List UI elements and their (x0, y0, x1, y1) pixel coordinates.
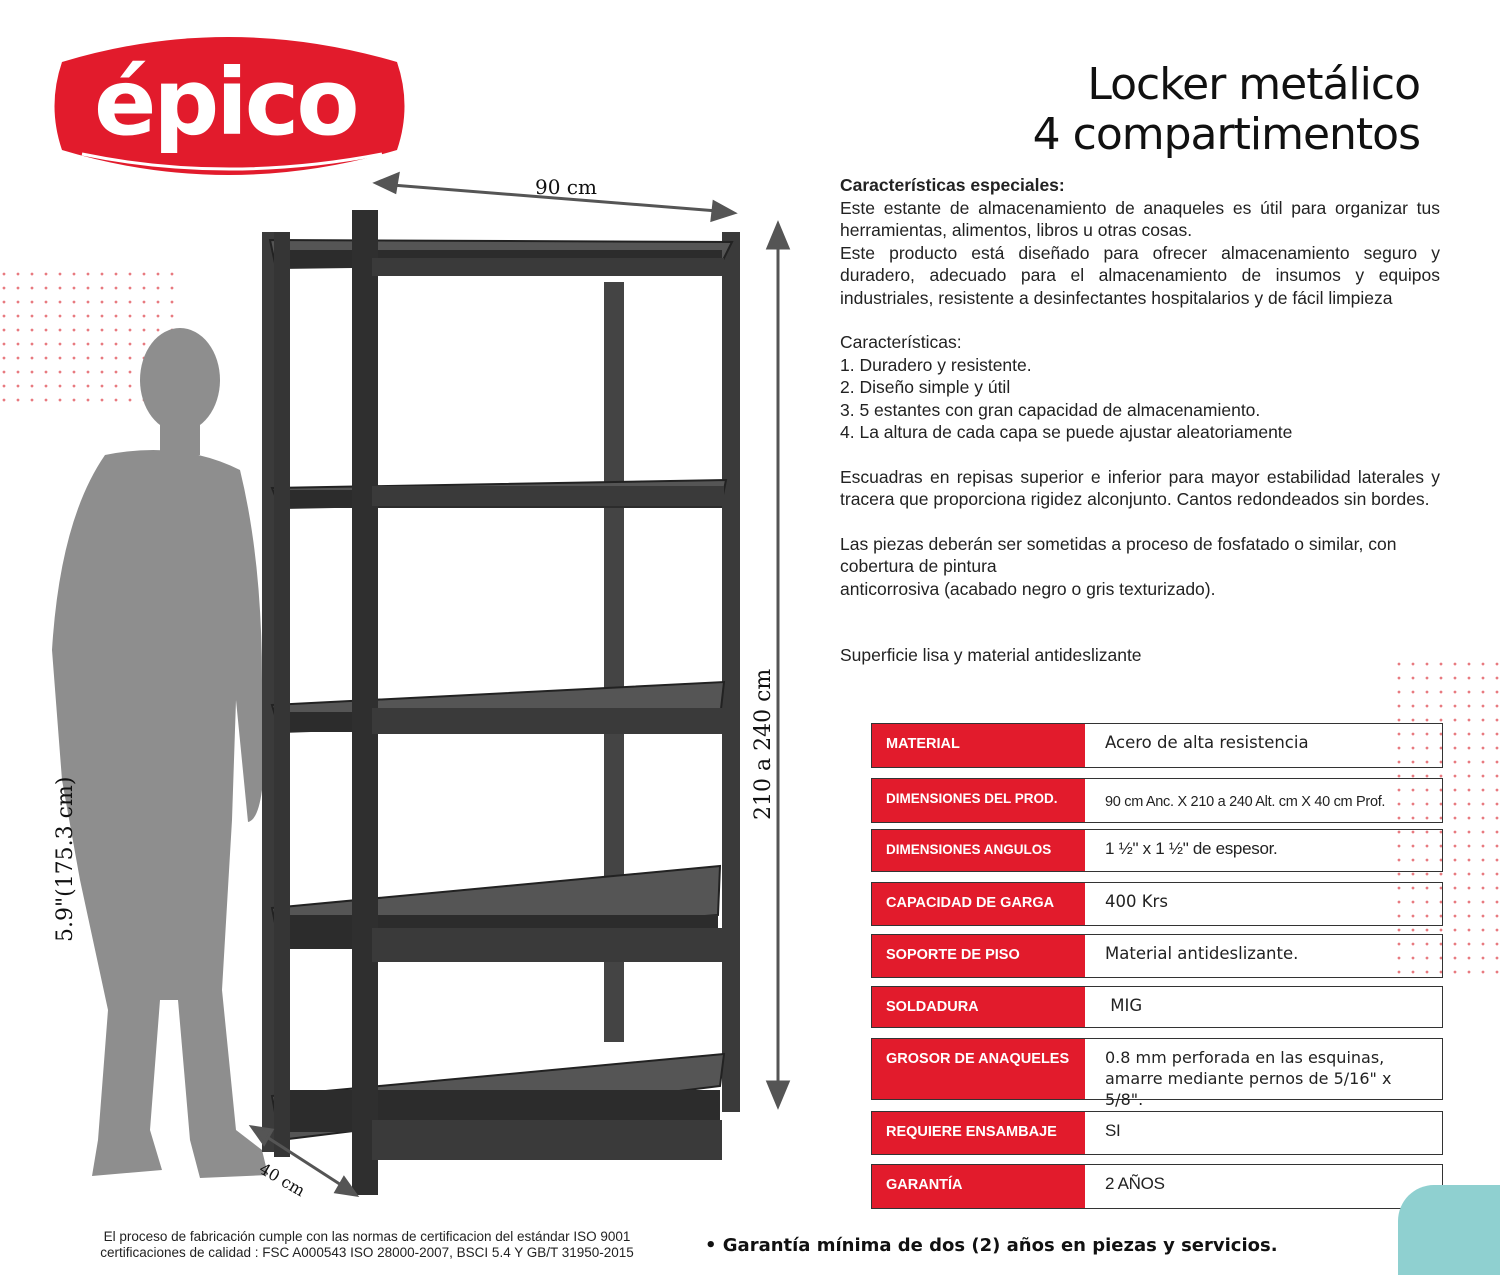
spec-value: 1 ½" x 1 ½" de espesor. (1105, 839, 1278, 858)
description-para-4b: anticorrosiva (acabado negro o gris texturizado). (840, 578, 1216, 599)
depth-label: 40 cm (256, 1159, 309, 1201)
product-title (1033, 60, 1420, 160)
surface-note: Superficie lisa y material antideslizante (840, 645, 1142, 665)
description-para-1: Este estante de almacenamiento de anaqueles es útil para organizar tus herramientas, alimentos, libros u otras cosas. (840, 197, 1440, 240)
spec-key: MATERIAL (872, 724, 1085, 767)
width-label: 90 cm (535, 175, 597, 199)
metal-shelf (262, 210, 740, 1195)
person-silhouette (52, 328, 268, 1178)
description-para-3: Escuadras en repisas superior e inferior para mayor estabilidad laterales y tracera que proporciona rigidez alconjunto. Cantos redondeados sin bordes. (840, 466, 1440, 509)
spec-value: 2 AÑOS (1105, 1174, 1165, 1193)
spec-row (871, 986, 1443, 1028)
features-title: Características: (840, 332, 962, 352)
spec-row (871, 723, 1443, 768)
spec-row (871, 1164, 1443, 1209)
title-line-2: 4 compartimentos (1032, 109, 1420, 160)
height-dimension (768, 224, 788, 1106)
spec-row (871, 829, 1443, 872)
spec-value: Material antideslizante. (1105, 944, 1299, 963)
spec-key: SOPORTE DE PISO (872, 935, 1085, 977)
certification-note (62, 1229, 672, 1261)
spec-value: SI (1105, 1121, 1121, 1140)
spec-value: Acero de alta resistencia (1105, 733, 1309, 752)
spec-value: 90 cm Anc. X 210 a 240 Alt. cm X 40 cm Prof. (1105, 794, 1386, 810)
certification-line: El proceso de fabricación cumple con las normas de certificacion del estándar ISO 9001 (103, 1229, 631, 1244)
feature-item: 4. La altura de cada capa se puede ajustar aleatoriamente (840, 422, 1293, 442)
product-description (840, 174, 1440, 667)
spec-key: GARANTÍA (872, 1165, 1085, 1208)
description-para-2: Este producto está diseñado para ofrecer almacenamiento seguro y duradero, adecuado para el almacenamiento de insumos y equipos industriales, resistente a desinfectantes hospitalarios y de fácil limpieza (840, 242, 1440, 308)
feature-item: 1. Duradero y resistente. (840, 354, 1032, 375)
spec-key: GROSOR DE ANAQUELES (872, 1039, 1085, 1099)
description-para-4: Las piezas deberán ser sometidas a proceso de fosfatado o similar, con cobertura de pintura (840, 533, 1397, 576)
spec-row (871, 882, 1443, 926)
spec-value: 400 Krs (1105, 892, 1168, 911)
title-line-1: Locker metálico (1087, 59, 1420, 110)
spec-value (1085, 1039, 1442, 1109)
spec-key: SOLDADURA (872, 987, 1085, 1027)
spec-row (871, 934, 1443, 978)
feature-item: 2. Diseño simple y útil (840, 377, 1011, 397)
warranty-note: • Garantía mínima de dos (2) años en piezas y servicios. (705, 1235, 1278, 1256)
spec-row (871, 778, 1443, 823)
spec-value: MIG (1105, 996, 1143, 1015)
decorative-corner (1398, 1185, 1500, 1275)
spec-row (871, 1111, 1443, 1155)
spec-key: DIMENSIONES ANGULOS (872, 830, 1085, 871)
spec-key: REQUIERE ENSAMBAJE (872, 1112, 1085, 1154)
certification-line: certificaciones de calidad : FSC A000543 ISO 28000-2007, BSCI 5.4 Y GB/T 31950-2015 (100, 1245, 634, 1260)
spec-value-line: amarre mediante pernos de 5/16" x 5/8". (1105, 1069, 1392, 1109)
spec-row (871, 1038, 1443, 1109)
feature-item: 3. 5 estantes con gran capacidad de almacenamiento. (840, 399, 1261, 420)
spec-key: CAPACIDAD DE GARGA (872, 883, 1085, 925)
spec-value-line: 0.8 mm perforada en las esquinas, (1105, 1048, 1385, 1067)
description-heading: Características especiales: (840, 175, 1065, 195)
logo-text: épico (94, 49, 357, 156)
spec-key: DIMENSIONES DEL PROD. (872, 779, 1085, 822)
product-illustration (0, 160, 820, 1210)
person-height-label: 5.9"(175.3 cm) (53, 776, 78, 942)
height-label: 210 a 240 cm (751, 668, 776, 820)
